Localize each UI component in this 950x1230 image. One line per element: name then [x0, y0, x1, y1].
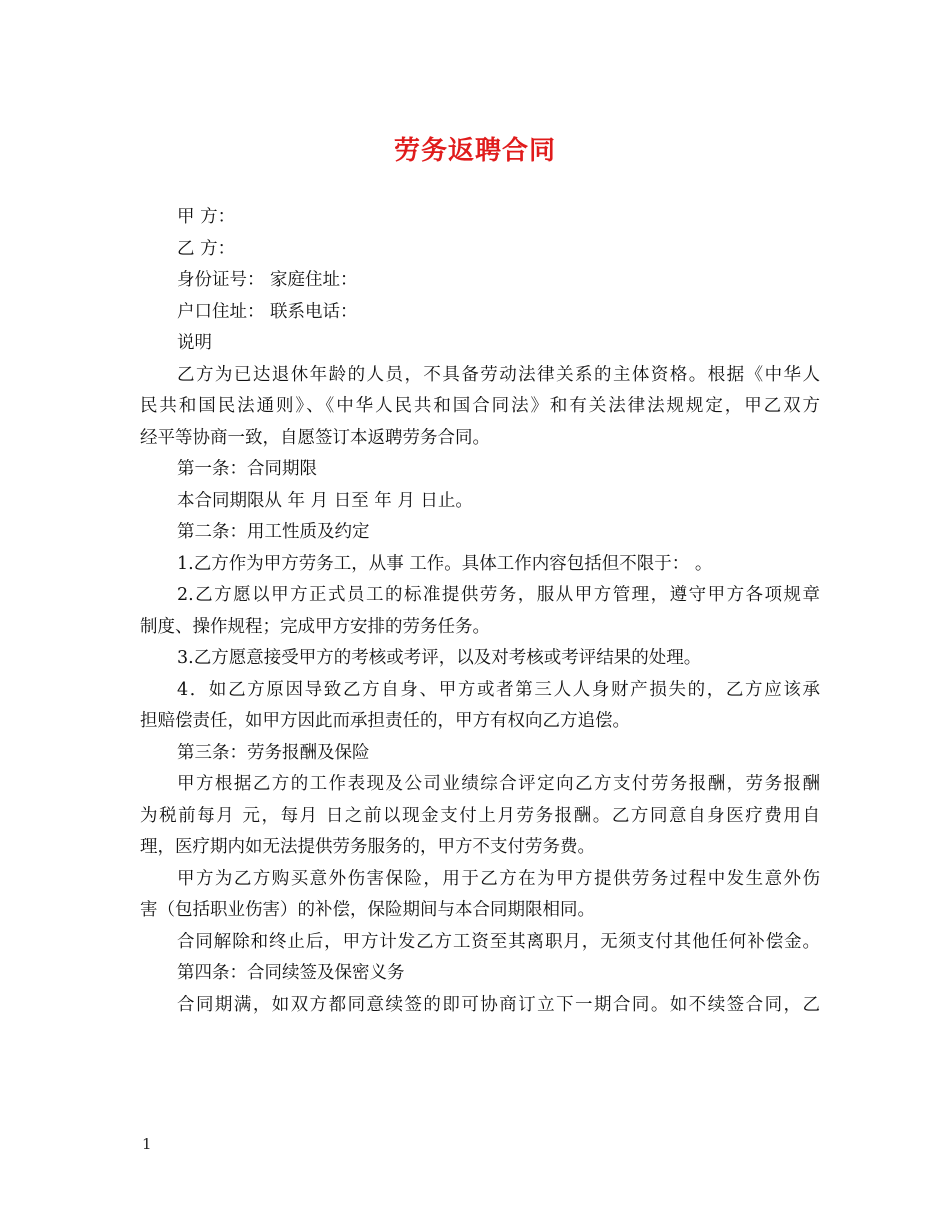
paragraph-line: 甲 方：: [177, 207, 236, 227]
paragraph-line: 4．如乙方原因导致乙方自身、甲方或者第三人人身财产损失的，乙方应该承: [177, 679, 820, 700]
paragraph-line: 3.乙方愿意接受甲方的考核或考评，以及对考核或考评结果的处理。: [177, 648, 702, 668]
paragraph-line: 乙 方：: [177, 238, 236, 259]
paragraph-line: 身份证号： 家庭住址：: [177, 270, 358, 290]
paragraph-line: 说明: [177, 333, 212, 353]
paragraph-line: 担赔偿责任，如甲方因此而承担责任的，甲方有权向乙方追偿。: [140, 711, 630, 731]
paragraph-line: 第一条：合同期限: [177, 459, 317, 479]
document-body: [140, 202, 820, 1021]
paragraph-line: 第四条：合同续签及保密义务: [177, 963, 405, 983]
paragraph-line: 甲方为乙方购买意外伤害保险，用于乙方在为甲方提供劳务过程中发生意外伤: [177, 868, 820, 889]
paragraph-line: 合同期满，如双方都同意续签的即可协商订立下一期合同。如不续签合同，乙: [177, 994, 820, 1015]
paragraph-line: 1.乙方作为甲方劳务工，从事 工作。具体工作内容包括但不限于： 。: [177, 553, 713, 574]
page-number: 1: [142, 1135, 152, 1153]
paragraph-line: 制度、操作规程；完成甲方安排的劳务任务。: [140, 616, 490, 637]
paragraph-line: 甲方根据乙方的工作表现及公司业绩综合评定向乙方支付劳务报酬，劳务报酬: [177, 774, 820, 794]
paragraph-line: 民共和国民法通则》、《中华人民共和国合同法》和有关法律法规规定，甲乙双方: [140, 396, 820, 416]
paragraph-line: 第二条：用工性质及约定: [177, 522, 370, 542]
document-title: 劳务返聘合同: [393, 136, 556, 166]
paragraph-line: 本合同期限从 年 月 日至 年 月 日止。: [177, 490, 473, 511]
paragraph-line: 第三条：劳务报酬及保险: [177, 742, 370, 763]
paragraph-line: 2.乙方愿以甲方正式员工的标准提供劳务，服从甲方管理，遵守甲方各项规章: [177, 585, 820, 605]
paragraph-line: 害（包括职业伤害）的补偿，保险期间与本合同期限相同。: [140, 900, 595, 920]
paragraph-line: 乙方为已达退休年龄的人员，不具备劳动法律关系的主体资格。根据《中华人: [177, 364, 820, 385]
paragraph-line: 经平等协商一致，自愿签订本返聘劳务合同。: [140, 427, 490, 448]
paragraph-line: 理，医疗期内如无法提供劳务服务的，甲方不支付劳务费。: [140, 837, 595, 857]
paragraph-line: 为税前每月 元，每月 日之前以现金支付上月劳务报酬。乙方同意自身医疗费用自: [140, 805, 820, 826]
paragraph-line: 户口住址： 联系电话：: [177, 301, 358, 322]
paragraph-line: 合同解除和终止后，甲方计发乙方工资至其离职月，无须支付其他任何补偿金。: [177, 931, 820, 952]
